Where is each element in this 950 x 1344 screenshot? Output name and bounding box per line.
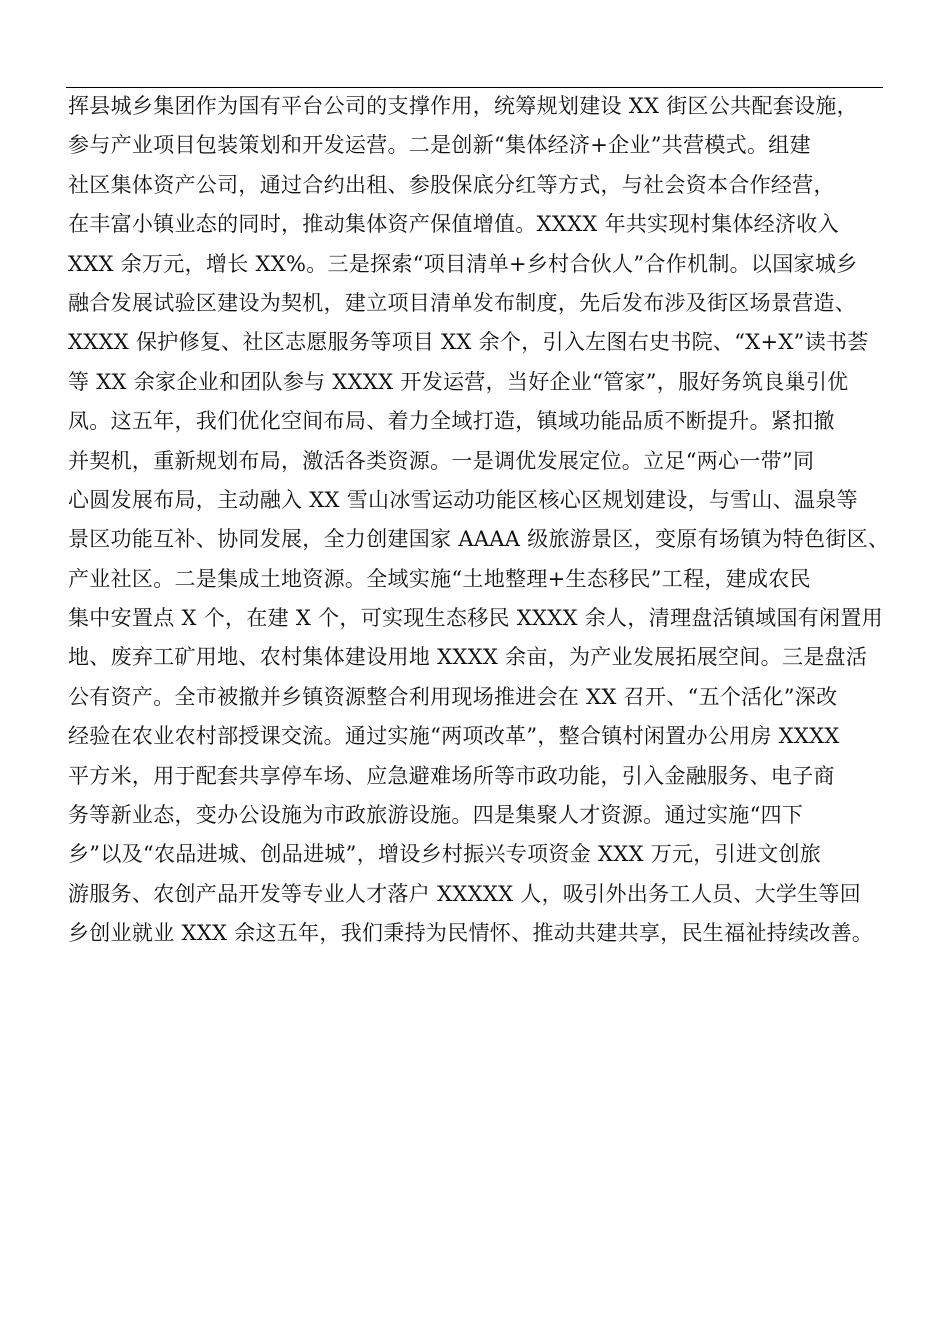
text-line: 地、废弃工矿用地、农村集体建设用地 XXXX 余亩，为产业发展拓展空间。三是盘活 <box>68 645 868 670</box>
body-paragraph <box>68 87 898 954</box>
text-line: 集中安置点 X 个，在建 X 个，可实现生态移民 XXXX 余人，清理盘活镇域国有闲置用 <box>68 606 883 631</box>
text-line: 并契机，重新规划布局，激活各类资源。一是调优发展定位。立足“两心一带”同 <box>68 448 815 473</box>
text-line: 社区集体资产公司，通过合约出租、参股保底分红等方式，与社会资本合作经营， <box>68 172 835 197</box>
text-line: 等 XX 余家企业和团队参与 XXXX 开发运营，当好企业“管家”，服好务筑良巢引优 <box>68 369 849 394</box>
text-line: 平方米，用于配套共享停车场、应急避难场所等市政功能，引入金融服务、电子商 <box>68 763 835 788</box>
text-line: XXX 余万元，增长 XX%。三是探索“项目清单+乡村合伙人”合作机制。以国家城乡 <box>68 251 858 276</box>
text-line: XXXX 保护修复、社区志愿服务等项目 XX 余个，引入左图右史书院、“X+X”读书荟 <box>68 330 869 355</box>
text-line: 产业社区。二是集成土地资源。全域实施“土地整理+生态移民”工程，建成农民 <box>68 566 811 591</box>
text-line: 游服务、农创产品开发等专业人才落户 XXXXX 人，吸引外出务工人员、大学生等回 <box>68 881 862 906</box>
text-line: 心圆发展布局，主动融入 XX 雪山冰雪运动功能区核心区规划建设，与雪山、温泉等 <box>68 487 858 512</box>
text-line: 乡创业就业 XXX 余这五年，我们秉持为民情怀、推动共建共享，民生福祉持续改善。 <box>68 921 874 946</box>
text-line: 公有资产。全市被撤并乡镇资源整合利用现场推进会在 XX 召开、“五个活化”深改 <box>68 684 838 709</box>
text-line: 务等新业态，变办公设施为市政旅游设施。四是集聚人才资源。通过实施“四下 <box>68 803 804 828</box>
text-line: 参与产业项目包装策划和开发运营。二是创新“集体经济+企业”共营模式。组建 <box>68 133 811 158</box>
text-line: 在丰富小镇业态的同时，推动集体资产保值增值。XXXX 年共实现村集体经济收入 <box>68 212 839 237</box>
text-line: 融合发展试验区建设为契机，建立项目清单发布制度，先后发布涉及街区场景营造、 <box>68 290 857 315</box>
text-line: 挥县城乡集团作为国有平台公司的支撑作用，统筹规划建设 XX 街区公共配套设施， <box>68 94 858 118</box>
text-line: 凤。这五年，我们优化空间布局、着力全域打造，镇域功能品质不断提升。紧扣撤 <box>68 409 835 434</box>
text-line: 经验在农业农村部授课交流。通过实施“两项改革”，整合镇村闲置办公用房 XXXX <box>68 724 840 749</box>
text-line: 景区功能互补、协同发展，全力创建国家 AAAA 级旅游景区，变原有场镇为特色街区、 <box>68 527 890 552</box>
text-line: 乡”以及“农品进城、创品进城”，增设乡村振兴专项资金 XXX 万元，引进文创旅 <box>68 842 822 867</box>
